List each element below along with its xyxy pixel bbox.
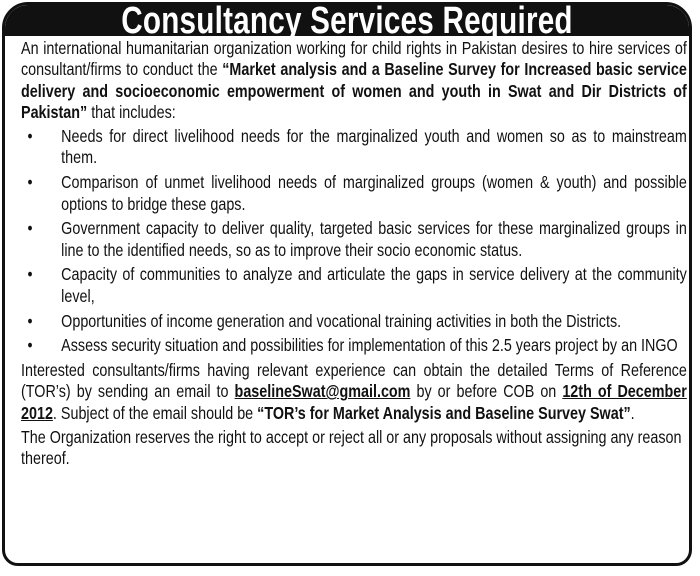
- list-item-text: Opportunities of income generation and vocational training activities in both the Districts.: [61, 310, 622, 331]
- list-item-text: Needs for direct livelihood needs for the marginalized youth and women so as to mainstream them.: [61, 126, 687, 168]
- page-title: Consultancy Services Required: [121, 2, 573, 42]
- bullet-icon: •: [27, 218, 33, 239]
- list-item: [21, 311, 687, 332]
- list-item-text: Assess security situation and possibilities for implementation of this 2.5 years project by an INGO: [61, 335, 678, 356]
- deadline: 12th of December 2012: [21, 381, 687, 423]
- list-item-text: Capacity of communities to analyze and articulate the gaps in service delivery at the community level,: [61, 264, 687, 306]
- list-item-text: Government capacity to deliver quality, targeted basic services for these marginalized groups in line to the identified needs, so as to improve their socio economic status.: [61, 218, 687, 260]
- email-subject: “TOR’s for Market Analysis and Baseline Survey Swat”: [257, 402, 631, 423]
- list-item: [21, 218, 687, 261]
- intro-paragraph: [21, 38, 687, 123]
- bullet-icon: •: [27, 335, 33, 356]
- project-title: “Market analysis and a Baseline Survey for Increased basic service delivery and socioeconomic empowerment of women and youth in Swat and Dir Districts of Pakistan”: [21, 59, 687, 122]
- bullet-icon: •: [27, 264, 33, 285]
- instructions-text: .: [630, 402, 635, 423]
- instructions-paragraph: [21, 360, 687, 424]
- ad-body: [21, 38, 687, 473]
- instructions-text: Interested consultants/firms having relevant experience can obtain the detailed Terms of Reference (TOR’s) by sending an email to: [21, 360, 687, 402]
- bullet-icon: •: [27, 310, 33, 331]
- list-item-text: Comparison of unmet livelihood needs of marginalized groups (women & youth) and possible options to bridge these gaps.: [61, 172, 687, 214]
- intro-text: An international humanitarian organization working for child rights in Pakistan desires to hire services of consultant/firms to conduct the: [21, 38, 687, 80]
- list-item: [21, 126, 687, 169]
- list-item: [21, 264, 687, 307]
- intro-text-end: that includes:: [87, 101, 176, 122]
- disclaimer: The Organization reserves the right to accept or reject all or any proposals without assigning any reason thereof.: [21, 427, 682, 469]
- bullet-icon: •: [27, 172, 33, 193]
- email-link[interactable]: baselineSwat@gmail.com: [234, 381, 411, 402]
- title-banner: [5, 2, 689, 42]
- instructions-text: . Subject of the email should be: [52, 402, 258, 423]
- requirements-list: [21, 126, 687, 356]
- advertisement-frame: [2, 2, 692, 566]
- bullet-icon: •: [27, 126, 33, 147]
- list-item: [21, 172, 687, 215]
- instructions-text: by or before COB on: [410, 381, 563, 402]
- list-item: [21, 335, 687, 356]
